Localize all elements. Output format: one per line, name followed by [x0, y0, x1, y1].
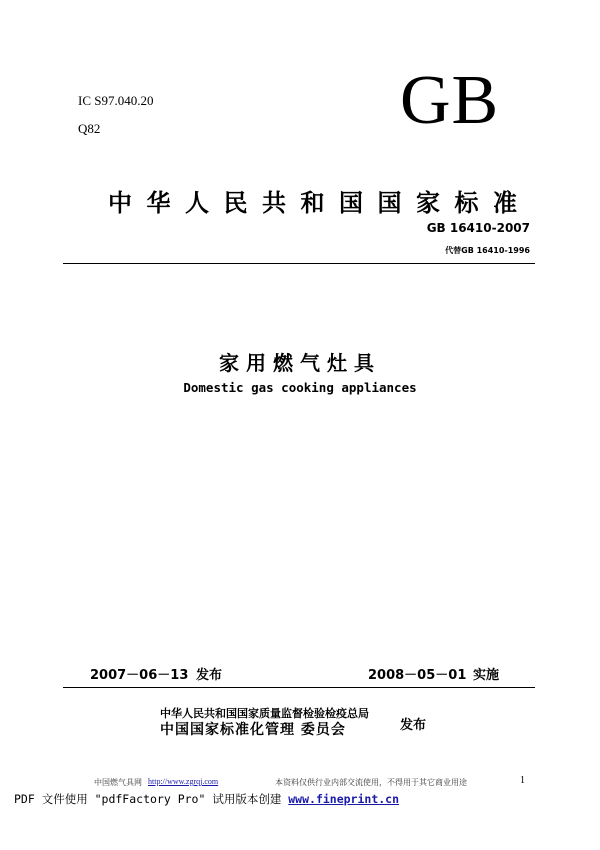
document-title-cn: 家用燃气灶具 — [219, 351, 381, 375]
issue-label: 发布 — [196, 668, 223, 683]
issuer-aqsiq: 中华人民共和国国家质量监督检验检疫总局 — [160, 707, 369, 720]
ccs-code: Q82 — [78, 121, 101, 136]
header-divider — [63, 263, 535, 264]
footer-usage-note: 本资料仅供行业内部交流使用，不得用于其它商业用途 — [275, 778, 467, 787]
issuer-release-label: 发布 — [400, 718, 427, 733]
dates-divider — [63, 687, 535, 688]
issue-date: 2007－06－13 — [90, 668, 189, 683]
fineprint-link[interactable]: www.fineprint.cn — [288, 792, 400, 806]
pdf-creator-text: PDF 文件使用 "pdfFactory Pro" 试用版本创建 — [14, 792, 289, 806]
footer-site-link[interactable]: http://www.zgrqj.com — [148, 777, 219, 786]
implementation-label: 实施 — [473, 668, 500, 683]
standard-number: GB 16410-2007 — [426, 221, 530, 235]
footer-site-name: 中国燃气具网 — [94, 778, 142, 787]
gb-logo: GB — [400, 62, 500, 139]
pdf-creator-note — [14, 791, 399, 807]
implementation-date: 2008－05－01 — [368, 668, 467, 683]
replaces-standard: 代替GB 16410-1996 — [445, 246, 530, 255]
standard-category-title: 中华人民共和国国家标准 — [108, 189, 532, 217]
page-number: 1 — [520, 775, 525, 786]
ics-code: IC S97.040.20 — [78, 93, 154, 108]
document-title-en: Domestic gas cooking appliances — [183, 380, 417, 395]
issuer-sac: 中国国家标准化管理 委员会 — [160, 722, 346, 738]
